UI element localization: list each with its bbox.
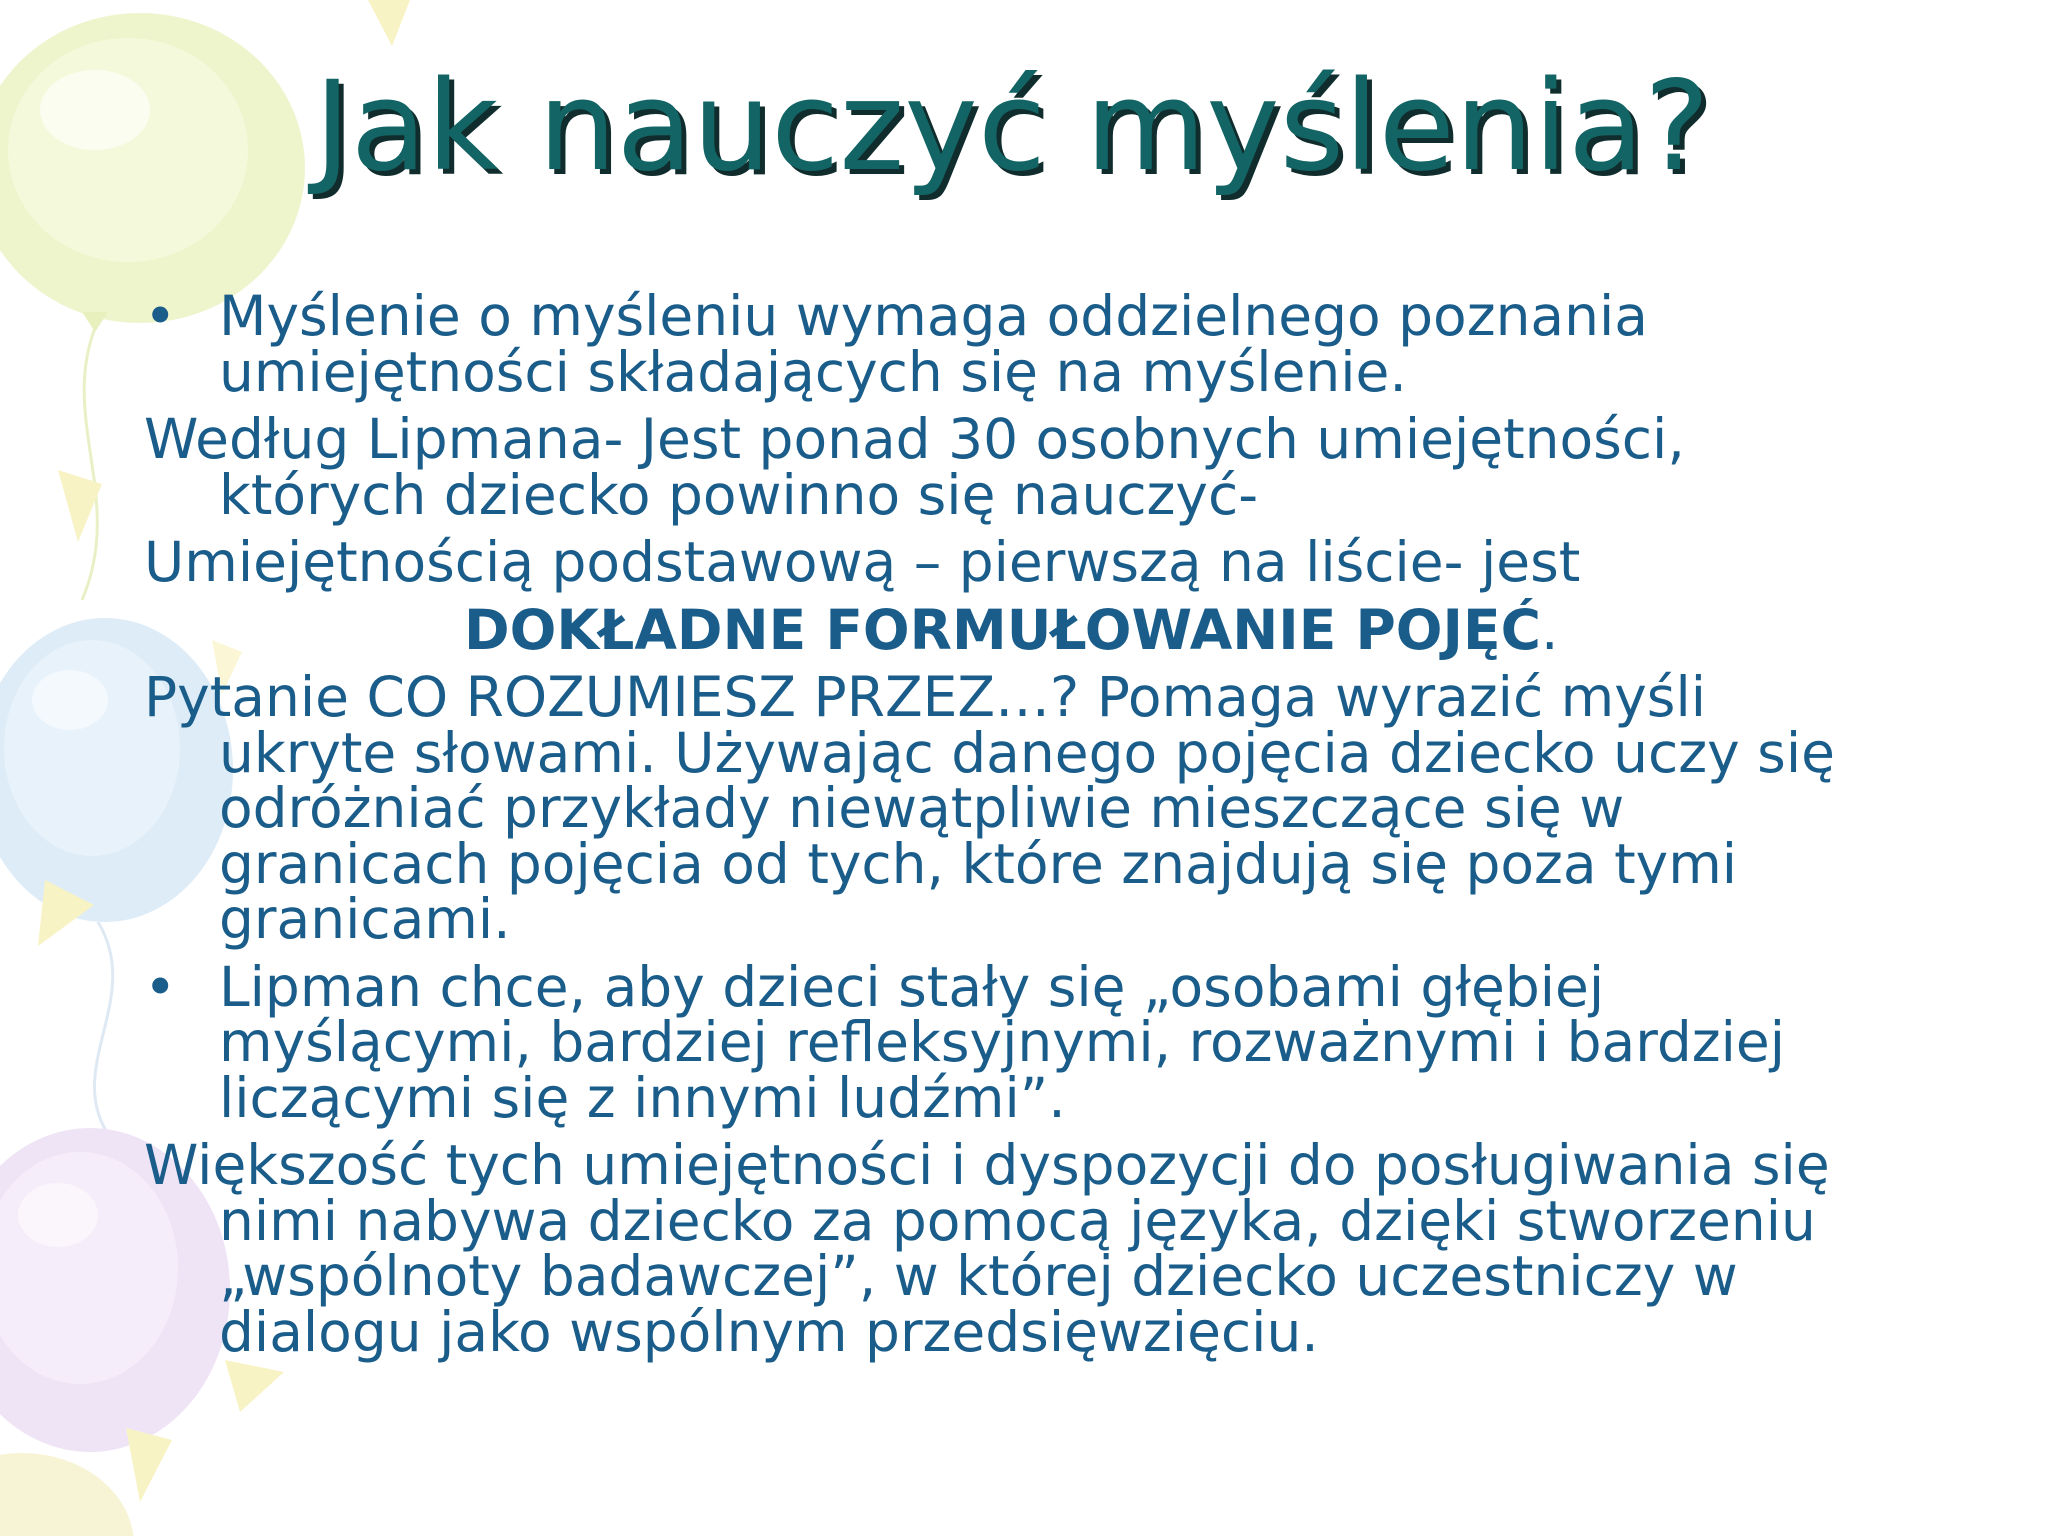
text-line: granicami.	[219, 887, 511, 951]
text-line: granicach pojęcia od tych, które znajdują się poza tymi	[219, 831, 1738, 896]
emphasis-text: DOKŁADNE FORMUŁOWANIE POJĘĆ	[464, 597, 1541, 662]
text-line: myślącymi, bardziej refleksyjnymi, rozważnymi i bardziej	[219, 1010, 1786, 1074]
balloon-yellow-bottom	[0, 1453, 134, 1536]
text-line: Lipman chce, aby dzieci stały się „osobami głębiej	[219, 954, 1605, 1019]
paragraph	[0, 1133, 2048, 1364]
text-line: dialogu jako wspólnym przedsięwzięciu.	[219, 1299, 1319, 1364]
emphasis-line	[464, 597, 2048, 662]
paragraph	[0, 407, 2048, 527]
text-line: ukryte słowami. Używając danego pojęcia dziecko uczy się	[219, 720, 1835, 785]
slide-body	[0, 284, 2048, 1364]
paragraph	[0, 665, 2048, 951]
confetti-spike	[368, 0, 410, 46]
confetti-spike	[126, 1428, 172, 1502]
bullet: •	[144, 954, 177, 1019]
text-line: Umiejętnością podstawową – pierwszą na liście- jest	[144, 530, 1581, 594]
confetti-spike	[225, 1360, 284, 1412]
text-line: „wspólnoty badawczej”, w której dziecko uczestniczy w	[219, 1244, 1738, 1308]
slide-title: Jak nauczyć myślenia?	[314, 55, 1710, 199]
text-line: liczącymi się z innymi ludźmi”.	[219, 1065, 1066, 1130]
text-line: Myślenie o myśleniu wymaga oddzielnego poznania	[219, 284, 1648, 348]
text-line: umiejętności składających się na myślenie.	[219, 339, 1407, 404]
text-line: których dziecko powinno się nauczyć-	[219, 462, 1259, 527]
paragraph	[0, 284, 2048, 404]
emphasis-suffix: .	[1540, 597, 1559, 662]
text-line: Pytanie CO ROZUMIESZ PRZEZ…? Pomaga wyrazić myśli	[144, 665, 1707, 729]
text-line: nimi nabywa dziecko za pomocą języka, dzięki stworzeniu	[219, 1188, 1816, 1253]
text-line: Według Lipmana- Jest ponad 30 osobnych umiejętności,	[144, 407, 1685, 471]
paragraph	[0, 530, 2048, 594]
paragraph	[0, 954, 2048, 1130]
text-line: Większość tych umiejętności i dyspozycji do posługiwania się	[144, 1133, 1830, 1197]
text-line: odróżniać przykłady niewątpliwie mieszczące się w	[219, 776, 1625, 840]
emphasis-paragraph	[0, 597, 2048, 662]
bullet: •	[144, 284, 177, 348]
